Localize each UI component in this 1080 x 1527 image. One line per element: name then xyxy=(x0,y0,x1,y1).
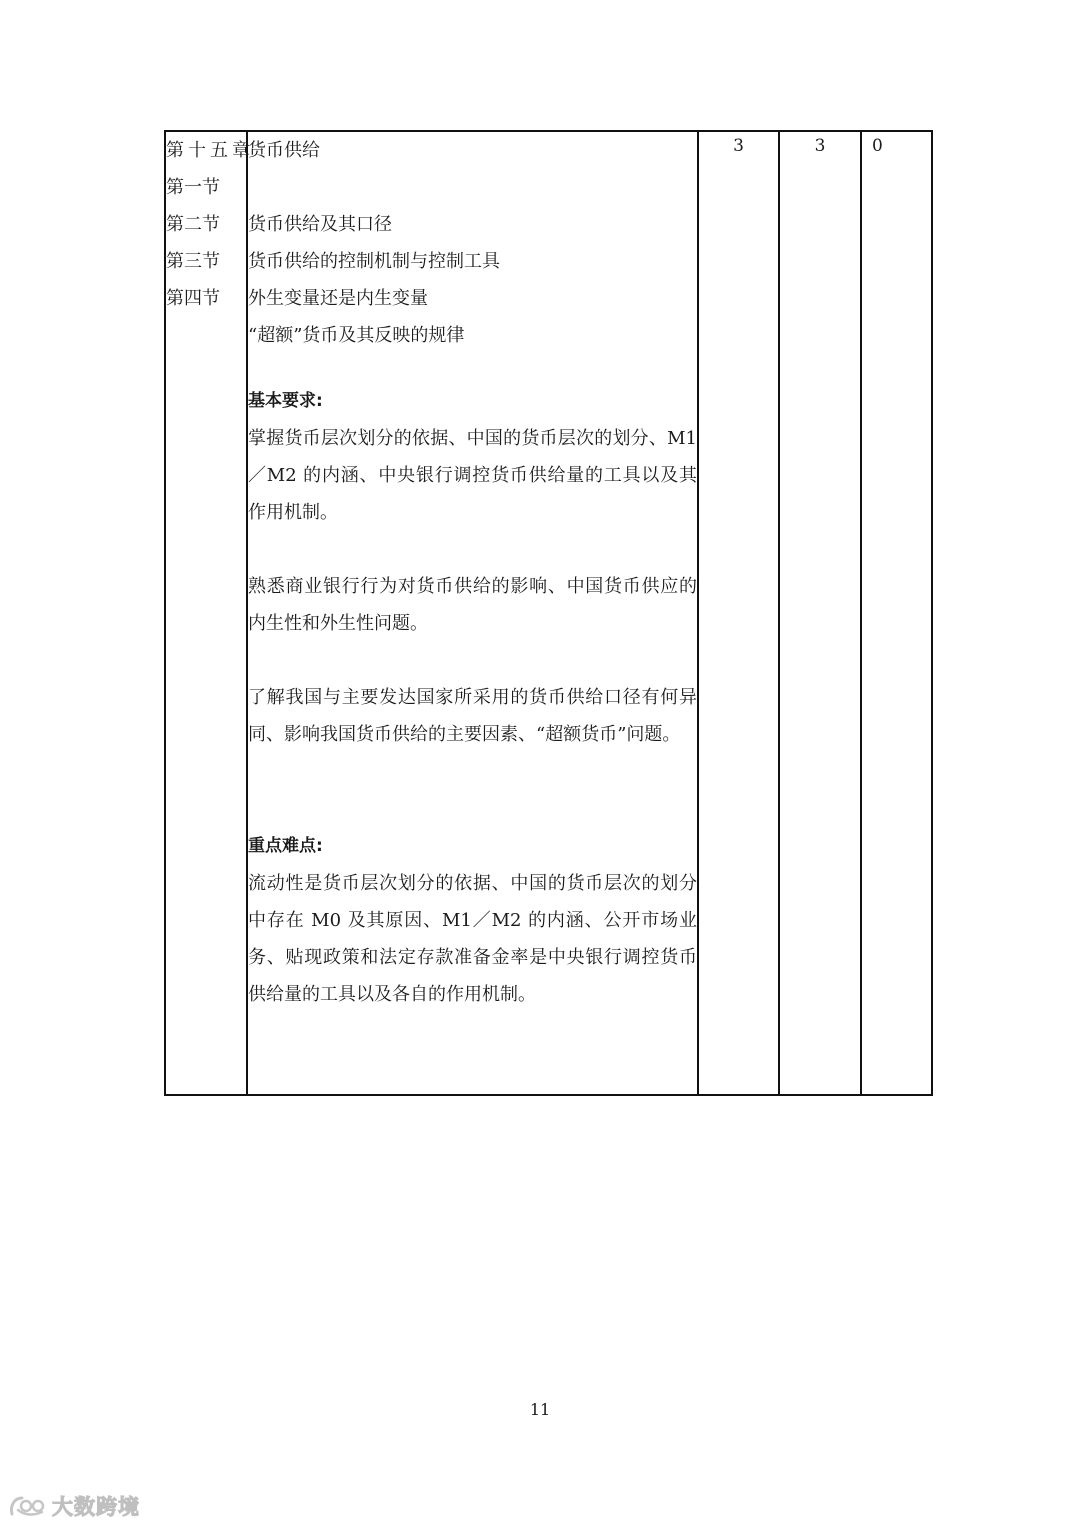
section-number-4: 第四节 xyxy=(166,288,220,309)
chapter-name: 货币供给 xyxy=(248,140,320,161)
section-title-3: 外生变量还是内生变量 xyxy=(248,288,428,309)
hours-cell-3: 0 xyxy=(861,131,932,1095)
section-number-1: 第一节 xyxy=(166,177,220,198)
watermark-text: 大数跨境 xyxy=(52,1495,140,1519)
table-row xyxy=(165,131,932,1095)
requirement-paragraph-2: 熟悉商业银行行为对货币供给的影响、中国货币供应的内生性和外生性问题。 xyxy=(248,576,697,634)
content-cell xyxy=(247,131,698,1095)
key-points-paragraph: 流动性是货币层次划分的依据、中国的货币层次的划分中存在 M0 及其原因、M1／M2 的内涵、公开市场业务、贴现政策和法定存款准备金率是中央银行调控货币供给量的工具以及各自的作用机制。 xyxy=(248,873,697,1005)
section-title-4: “超额”货币及其反映的规律 xyxy=(248,325,465,346)
chapter-cell xyxy=(165,131,254,1095)
page-number: 11 xyxy=(529,1400,551,1419)
watermark xyxy=(8,1490,140,1522)
key-points-heading: 重点难点: xyxy=(248,836,323,856)
section-number-2: 第二节 xyxy=(166,214,220,235)
hours-cell-2: 3 xyxy=(779,131,861,1095)
syllabus-table xyxy=(164,130,933,1096)
requirement-paragraph-1: 掌握货币层次划分的依据、中国的货币层次的划分、M1／M2 的内涵、中央银行调控货币供给量的工具以及其作用机制。 xyxy=(248,428,697,523)
section-title-1: 货币供给及其口径 xyxy=(248,214,392,235)
requirements-heading: 基本要求: xyxy=(248,391,323,411)
hours-cell-1: 3 xyxy=(698,131,779,1095)
chapter-title: 第十五章 xyxy=(166,140,254,161)
requirement-paragraph-3: 了解我国与主要发达国家所采用的货币供给口径有何异同、影响我国货币供给的主要因素、“超额货币”问题。 xyxy=(248,687,697,745)
section-number-3: 第三节 xyxy=(166,251,220,272)
watermark-logo-icon xyxy=(8,1492,48,1520)
section-title-2: 货币供给的控制机制与控制工具 xyxy=(248,251,500,272)
